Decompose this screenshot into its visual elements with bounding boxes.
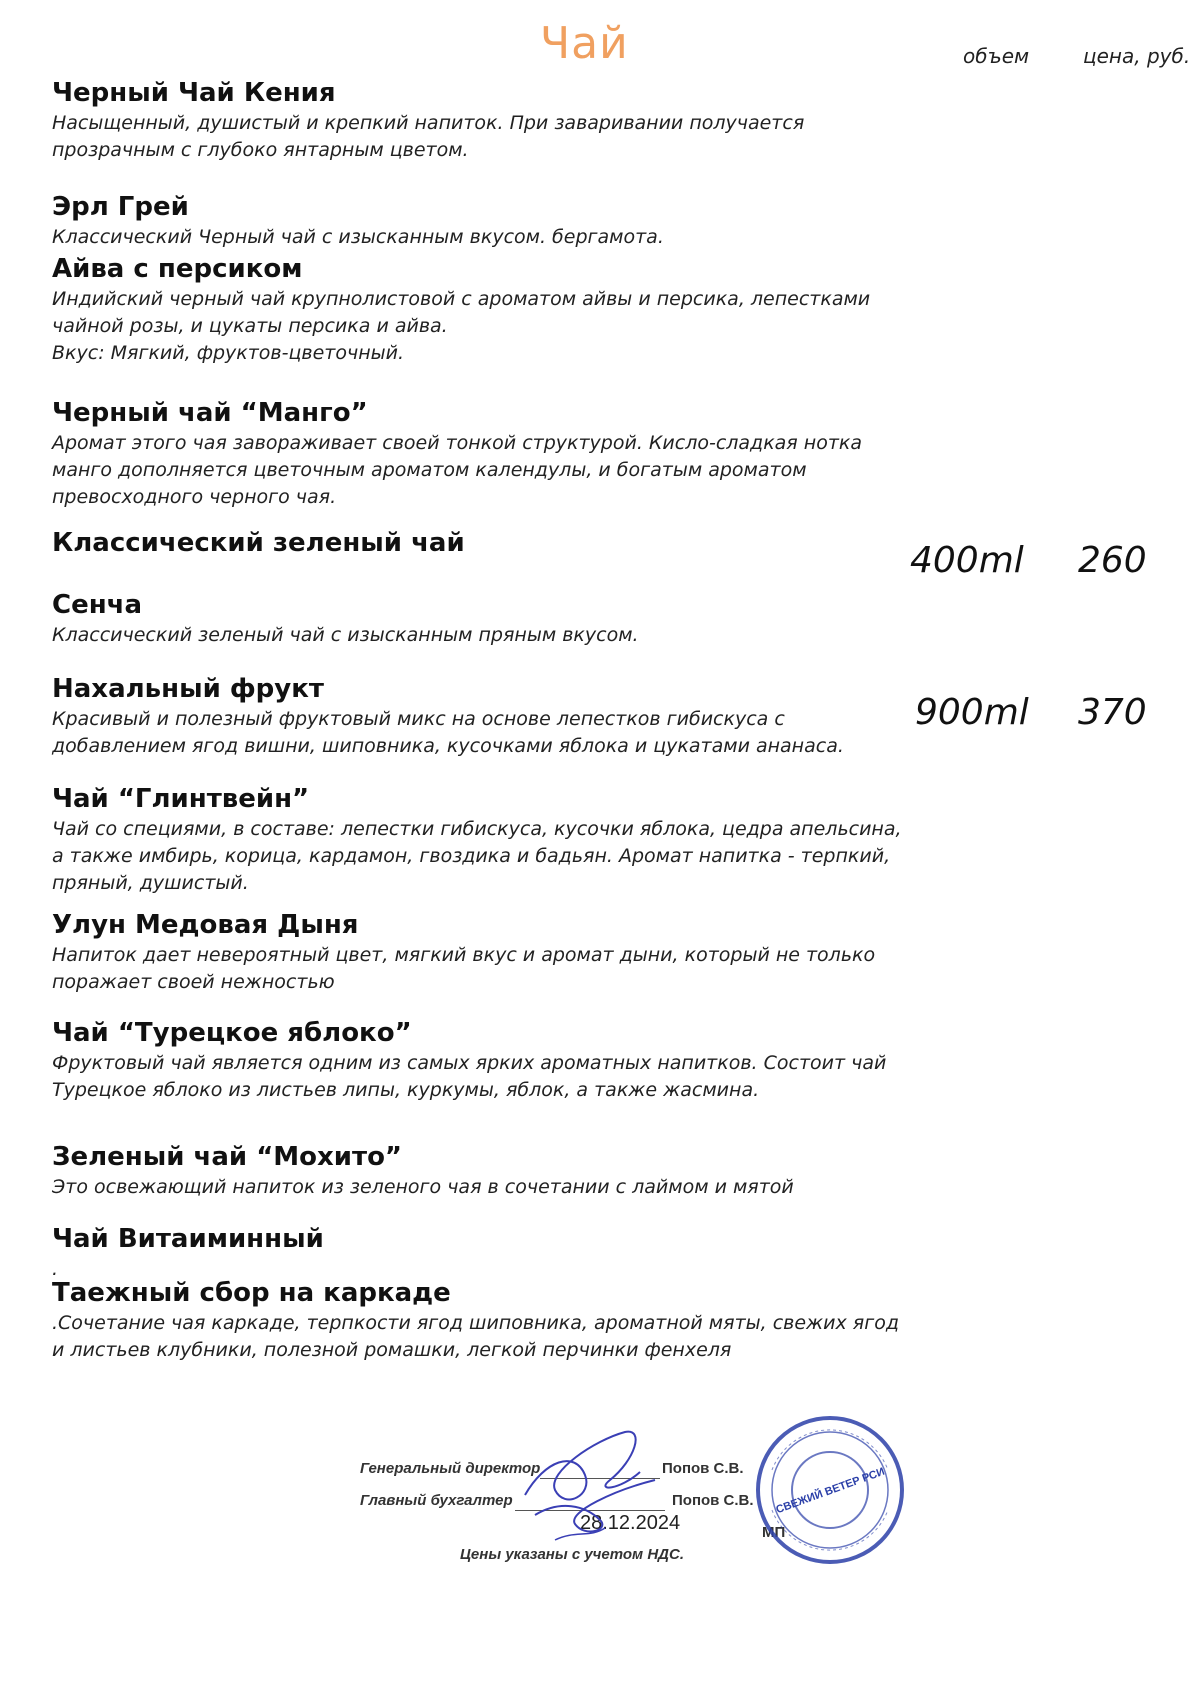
item-name: Айва с персиком xyxy=(52,254,303,284)
item-name: Сенча xyxy=(52,590,143,620)
item-description: Фруктовый чай является одним из самых ярких ароматных напитков. Состоит чай Турецкое яблоко из листьев липы, куркумы, яблок, а также жасмина. xyxy=(52,1052,887,1101)
item-description: Аромат этого чая завораживает своей тонкой структурой. Кисло-сладкая нотка манго дополняется цветочным ароматом календулы, и богатым ароматом превосходного черного чая. xyxy=(52,432,863,508)
director-name: Попов С.В. xyxy=(662,1460,744,1477)
item-name: Классический зеленый чай xyxy=(52,528,465,558)
mp-label: МП xyxy=(762,1524,786,1541)
signature-block xyxy=(360,1420,920,1590)
item-name: Эрл Грей xyxy=(52,192,189,222)
menu-item xyxy=(52,396,902,511)
director-label: Генеральный директор xyxy=(360,1460,541,1477)
item-name: Черный Чай Кения xyxy=(52,78,336,108)
menu-item xyxy=(52,1222,902,1283)
item-name: Черный чай “Манго” xyxy=(52,398,368,428)
item-description: Это освежающий напиток из зеленого чая в сочетании с лаймом и мятой xyxy=(52,1176,794,1198)
item-description: . xyxy=(52,1258,59,1280)
item-description: Красивый и полезный фруктовый микс на основе лепестков гибискуса с добавлением ягод вишни, шиповника, кусочками яблока и цукатами ананаса. xyxy=(52,708,844,757)
accountant-name: Попов С.В. xyxy=(672,1492,754,1509)
volume-value: 900ml xyxy=(915,692,1029,733)
price-column-header: цена, руб. xyxy=(1083,44,1191,68)
price-value: 370 xyxy=(1078,692,1147,733)
item-description: Насыщенный, душистый и крепкий напиток. При заваривании получается прозрачным с глубоко янтарным цветом. xyxy=(52,112,805,161)
item-description: .Сочетание чая каркаде, терпкости ягод шиповника, ароматной мяты, свежих ягод и листьев клубники, полезной ромашки, легкой перчинки фенхеля xyxy=(52,1312,899,1361)
menu-item xyxy=(52,190,902,251)
volume-column-header: объем xyxy=(963,44,1030,68)
menu-item xyxy=(52,672,902,760)
item-name: Зеленый чай “Мохито” xyxy=(52,1142,403,1172)
company-stamp xyxy=(750,1410,910,1570)
item-name: Чай Витаиминный xyxy=(52,1224,324,1254)
item-name: Улун Медовая Дыня xyxy=(52,910,359,940)
menu-item xyxy=(52,252,902,367)
menu-item xyxy=(52,1276,902,1364)
item-description: Напиток дает невероятный цвет, мягкий вкус и аромат дыни, который не только поражает своей нежностью xyxy=(52,944,876,993)
item-description: Индийский черный чай крупнолистовой с ароматом айвы и персика, лепестками чайной розы, и цукаты персика и айва. Вкус: Мягкий, фруктов-цветочный. xyxy=(52,288,871,364)
item-description: Чай со специями, в составе: лепестки гибискуса, кусочки яблока, цедра апельсина, а также имбирь, корица, кардамон, гвоздика и бадьян. Аромат напитка - терпкий, пряный, душистый. xyxy=(52,818,902,894)
volume-value: 400ml xyxy=(910,540,1024,581)
handwritten-signature xyxy=(515,1420,685,1550)
item-description: Классический Черный чай с изысканным вкусом. бергамота. xyxy=(52,226,664,248)
item-name: Нахальный фрукт xyxy=(52,674,324,704)
menu-item xyxy=(52,1016,902,1104)
item-name: Чай “Глинтвейн” xyxy=(52,784,310,814)
stamp-text: СВЕЖИЙ ВЕТЕР РСИ xyxy=(774,1465,887,1517)
menu-item xyxy=(52,526,902,560)
menu-item xyxy=(52,1140,902,1201)
menu-item xyxy=(52,76,902,164)
menu-item xyxy=(52,782,902,897)
item-description: Классический зеленый чай с изысканным пряным вкусом. xyxy=(52,624,639,646)
signature-date: 28.12.2024 xyxy=(580,1512,681,1534)
vat-note: Цены указаны с учетом НДС. xyxy=(460,1546,684,1563)
menu-item xyxy=(52,908,902,996)
menu-item xyxy=(52,588,902,649)
page-title: Чай xyxy=(540,18,629,69)
item-name: Таежный сбор на каркаде xyxy=(52,1278,451,1308)
item-name: Чай “Турецкое яблоко” xyxy=(52,1018,412,1048)
price-value: 260 xyxy=(1078,540,1147,581)
accountant-label: Главный бухгалтер xyxy=(360,1492,513,1509)
